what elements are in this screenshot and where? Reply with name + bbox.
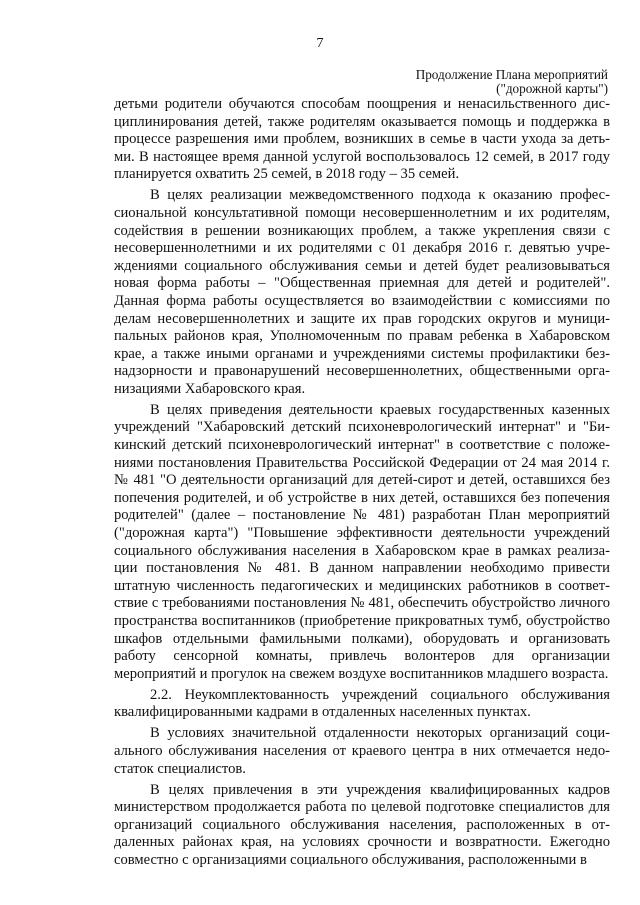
running-header [416, 68, 608, 96]
paragraph: 2.2. Неукомплектованность учреждений социального обслуживания квалифицированными кадрами в отдаленных населенных пунктах. [114, 686, 610, 721]
paragraph: В целях привлечения в эти учреждения квалифицированных кадров министерством продолжается работа по целевой подготовке специалистов для организаций социального обслуживания населения, расположенных в отдаленных районах края, на условиях срочности и возвратности. Ежегодно совместно с организациями социального обслуживания, расположенными в [114, 781, 610, 868]
paragraph: В условиях значительной отдаленности некоторых организаций социального обслуживания населения от краевого центра в них отмечается недостаток специалистов. [114, 725, 610, 777]
running-header-line-2: ("дорожной карты") [496, 81, 608, 96]
paragraph: детьми родители обучаются способам поощрения и ненасильственного дисциплинирования детей, также родителям оказывается помощь и поддержка в процессе разрешения ими проблем, возникших в семье в части ухода за детьми. В настоящее время данной услугой воспользовалось 12 семей, в 2017 году планируется охватить 25 семей, в 2018 году – 35 семей. [114, 96, 610, 183]
paragraph: В целях реализации межведомственного подхода к оказанию профессиональной консультативной помощи несовершеннолетним и их родителям, содействия в решении возникающих проблем, а также укрепления связи с несовершеннолетними и их родителями с 01 декабря 2016 г. девятью учреждениями социального обслуживания семьи и детей будет реализовываться новая форма работы – "Общественная приемная для детей и родителей". Данная форма работы осуществляется во взаимодействии с комиссиями по делам несовершеннолетних и защите их прав городских округов и муниципальных районов края, Уполномоченным по правам ребенка в Хабаровском крае, а также иными органами и учреждениями системы профилактики безнадзорности и правонарушений несовершеннолетних, общественными организациями Хабаровского края. [114, 187, 610, 397]
running-header-line-1: Продолжение Плана мероприятий [415, 67, 608, 82]
document-body [114, 96, 610, 873]
paragraph: В целях приведения деятельности краевых государственных казенных учреждений "Хабаровский детский психоневрологический интернат" и "Бикинский детский психоневрологический интернат" в соответствие с положениями постановления Правительства Российской Федерации от 24 мая 2014 г. № 481 "О деятельности организаций для детей-сирот и детей, оставшихся без попечения родителей, и об устройстве в них детей, оставшихся без попечения родителей" (далее – постановление № 481) разработан План мероприятий ("дорожная карта") "Повышение эффективности деятельности учреждений социального обслуживания населения в Хабаровском крае в рамках реализации постановления № 481. В данном направлении необходимо привести штатную численность педагогических и медицинских работников в соответствие с требованиями постановления № 481, обеспечить обустройство личного пространства воспитанников (приобретение прикроватных тумб, обустройство шкафов отдельными фамильными полками), оборудовать и организовать работу сенсорной комнаты, привлечь волонтеров для организации мероприятий и прогулок на свежем воздухе воспитанников младшего возраста. [114, 401, 610, 682]
page-number: 7 [316, 36, 324, 51]
